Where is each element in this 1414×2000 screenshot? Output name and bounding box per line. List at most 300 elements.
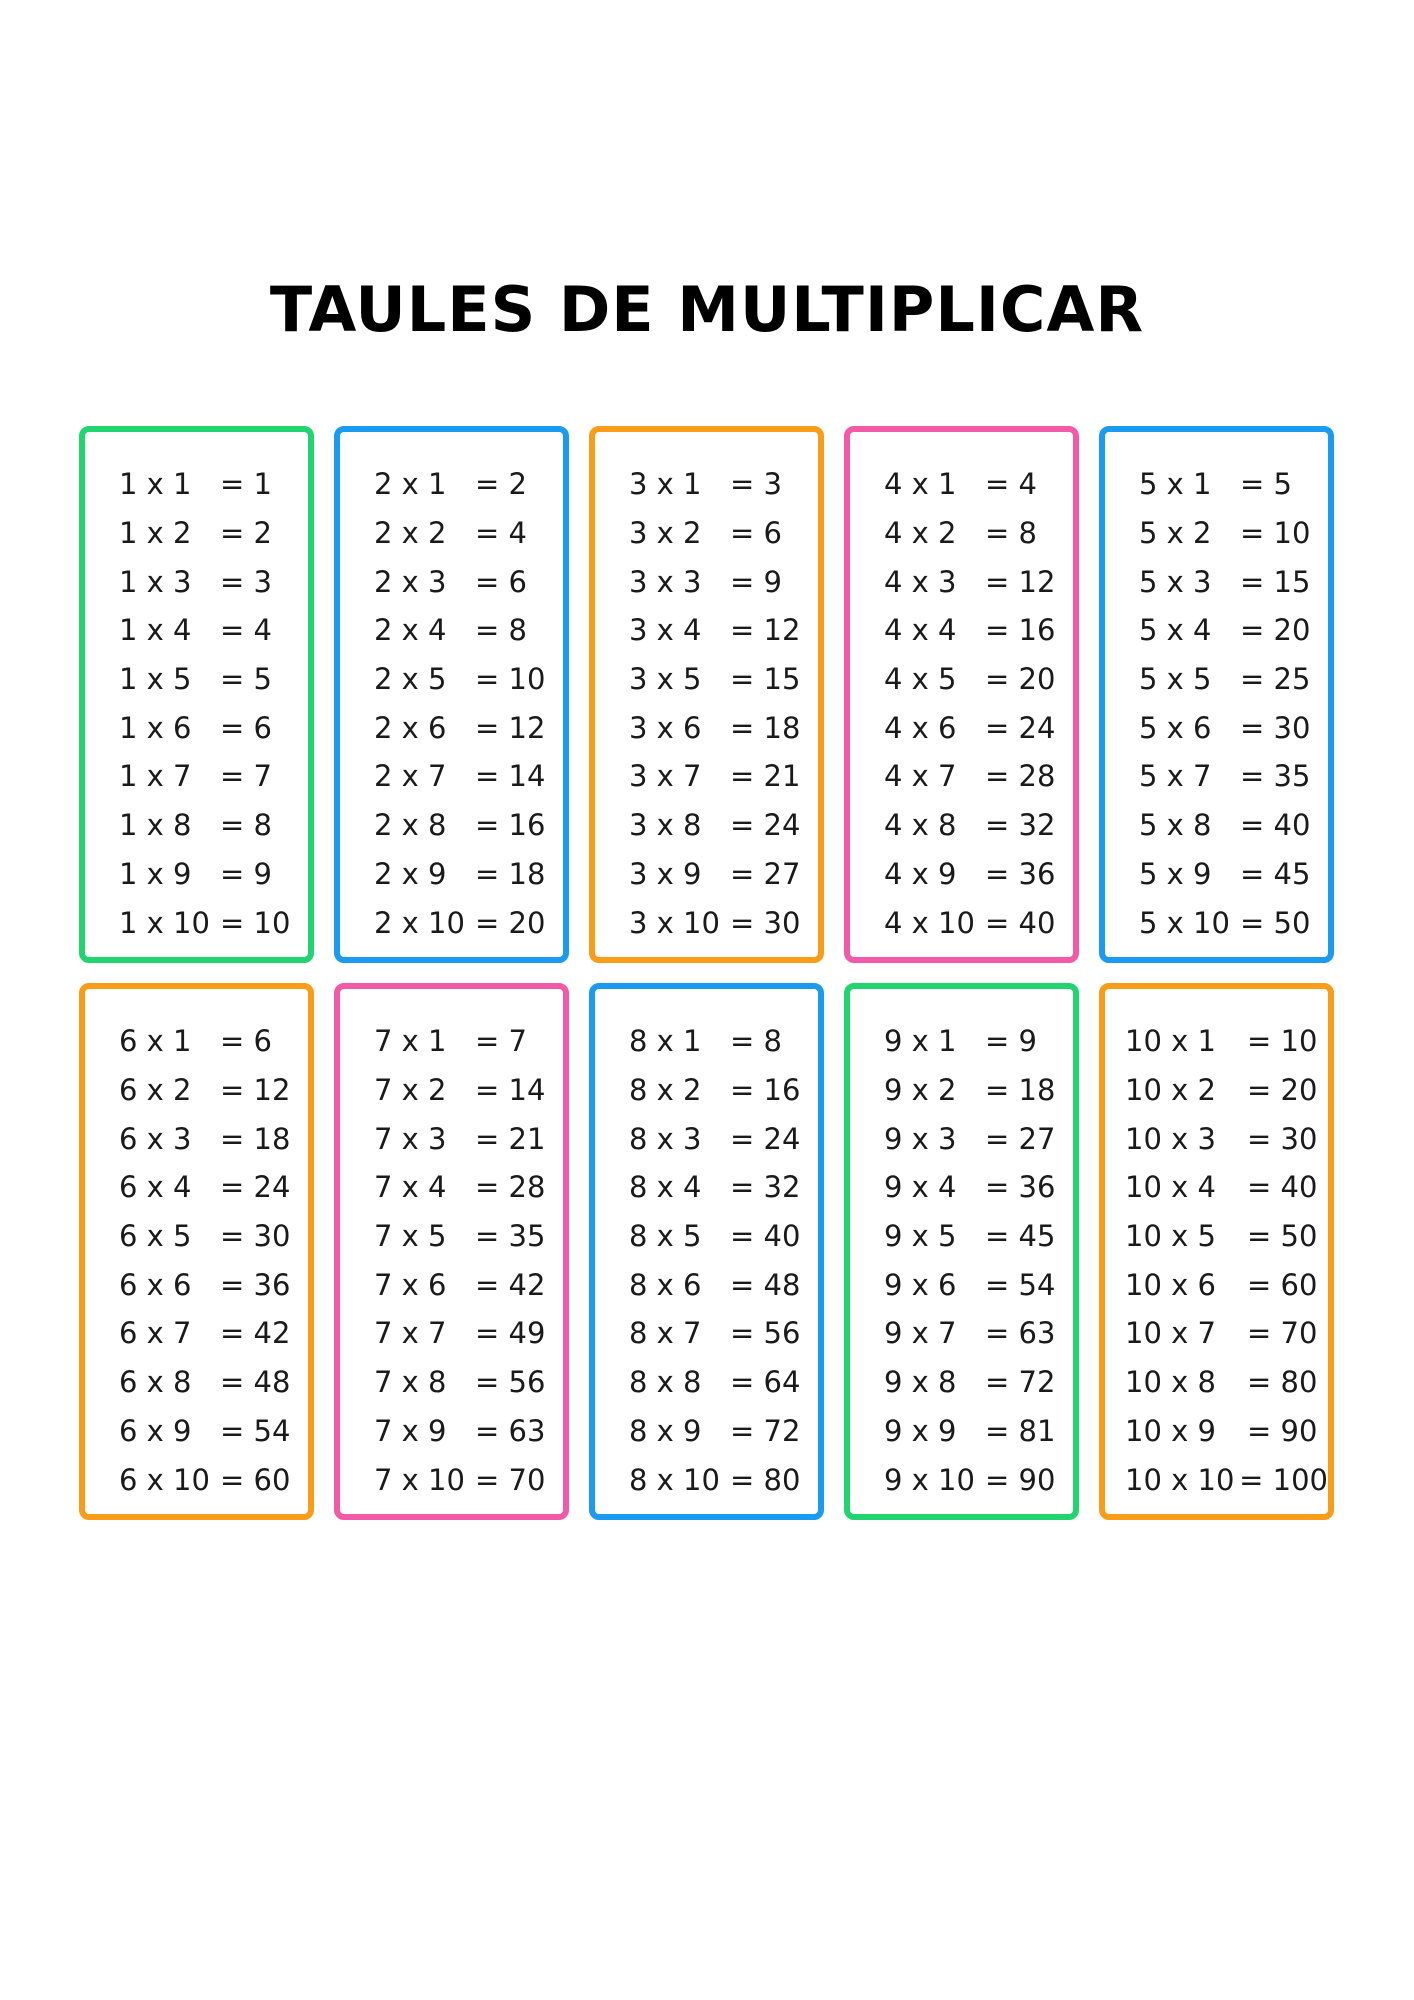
multiplication-result: = 4 — [985, 467, 1037, 502]
multiplication-result: = 28 — [475, 1170, 546, 1205]
multiplication-expression: 3 x 5 — [629, 662, 702, 697]
multiplication-expression: 1 x 6 — [119, 710, 192, 745]
multiplication-result: = 10 — [220, 905, 291, 940]
table-card-6 — [79, 983, 314, 1520]
multiplication-expression: 4 x 1 — [884, 467, 957, 502]
multiplication-result: = 90 — [985, 1462, 1056, 1497]
table-row — [1105, 752, 1328, 801]
multiplication-result: = 8 — [730, 1024, 782, 1059]
multiplication-expression: 6 x 8 — [119, 1365, 192, 1400]
multiplication-expression: 10 x 3 — [1125, 1121, 1216, 1156]
multiplication-result: = 56 — [730, 1316, 801, 1351]
table-row — [1105, 703, 1328, 752]
multiplication-result: = 18 — [730, 710, 801, 745]
table-row — [85, 801, 308, 850]
table-row — [595, 1066, 818, 1115]
multiplication-expression: 8 x 2 — [629, 1073, 702, 1108]
table-row — [85, 1212, 308, 1261]
multiplication-result: = 12 — [475, 710, 546, 745]
table-card-5 — [1099, 426, 1334, 963]
table-row — [595, 1407, 818, 1456]
table-row — [850, 1066, 1073, 1115]
multiplication-result: = 7 — [220, 759, 272, 794]
table-row — [85, 1309, 308, 1358]
table-row — [340, 1163, 563, 1212]
table-row — [595, 460, 818, 509]
table-row — [1105, 1163, 1328, 1212]
multiplication-result: = 6 — [220, 1024, 272, 1059]
multiplication-result: = 12 — [985, 564, 1056, 599]
table-row — [340, 509, 563, 558]
table-row — [340, 801, 563, 850]
multiplication-result: = 48 — [730, 1267, 801, 1302]
multiplication-expression: 4 x 4 — [884, 613, 957, 648]
table-row — [340, 1309, 563, 1358]
table-row — [1105, 850, 1328, 899]
table-row — [1105, 1455, 1328, 1504]
multiplication-result: = 21 — [475, 1121, 546, 1156]
multiplication-result: = 10 — [1240, 516, 1311, 551]
table-row — [850, 557, 1073, 606]
table-row — [340, 752, 563, 801]
multiplication-result: = 20 — [475, 905, 546, 940]
multiplication-expression: 1 x 4 — [119, 613, 192, 648]
multiplication-expression: 10 x 9 — [1125, 1413, 1216, 1448]
multiplication-result: = 30 — [1240, 710, 1311, 745]
table-row — [85, 557, 308, 606]
multiplication-expression: 7 x 5 — [374, 1219, 447, 1254]
table-row — [595, 703, 818, 752]
multiplication-expression: 8 x 1 — [629, 1024, 702, 1059]
multiplication-result: = 6 — [220, 710, 272, 745]
table-row — [595, 1260, 818, 1309]
table-row — [340, 1212, 563, 1261]
multiplication-expression: 4 x 5 — [884, 662, 957, 697]
table-row — [1105, 1260, 1328, 1309]
table-row — [595, 509, 818, 558]
multiplication-expression: 10 x 2 — [1125, 1073, 1216, 1108]
multiplication-result: = 20 — [1240, 613, 1311, 648]
table-row — [340, 606, 563, 655]
multiplication-result: = 6 — [475, 564, 527, 599]
multiplication-result: = 81 — [985, 1413, 1056, 1448]
multiplication-result: = 18 — [220, 1121, 291, 1156]
multiplication-result: = 35 — [475, 1219, 546, 1254]
table-row — [1105, 557, 1328, 606]
table-row — [340, 1455, 563, 1504]
table-card-8 — [589, 983, 824, 1520]
table-row — [595, 850, 818, 899]
multiplication-expression: 4 x 7 — [884, 759, 957, 794]
multiplication-expression: 6 x 3 — [119, 1121, 192, 1156]
multiplication-result: = 18 — [985, 1073, 1056, 1108]
multiplication-result: = 24 — [220, 1170, 291, 1205]
multiplication-expression: 5 x 4 — [1139, 613, 1212, 648]
table-row — [850, 801, 1073, 850]
multiplication-expression: 9 x 8 — [884, 1365, 957, 1400]
multiplication-result: = 70 — [475, 1462, 546, 1497]
multiplication-expression: 1 x 10 — [119, 905, 210, 940]
multiplication-expression: 7 x 8 — [374, 1365, 447, 1400]
table-row — [85, 1358, 308, 1407]
multiplication-expression: 9 x 9 — [884, 1413, 957, 1448]
multiplication-expression: 1 x 8 — [119, 808, 192, 843]
multiplication-result: = 40 — [1247, 1170, 1318, 1205]
multiplication-expression: 7 x 4 — [374, 1170, 447, 1205]
multiplication-expression: 5 x 9 — [1139, 856, 1212, 891]
multiplication-expression: 8 x 7 — [629, 1316, 702, 1351]
multiplication-expression: 9 x 1 — [884, 1024, 957, 1059]
table-row — [595, 1358, 818, 1407]
multiplication-expression: 9 x 6 — [884, 1267, 957, 1302]
table-row — [1105, 1114, 1328, 1163]
multiplication-result: = 15 — [730, 662, 801, 697]
multiplication-result: = 9 — [730, 564, 782, 599]
table-row — [850, 898, 1073, 947]
multiplication-result: = 36 — [985, 1170, 1056, 1205]
multiplication-result: = 20 — [985, 662, 1056, 697]
multiplication-expression: 2 x 10 — [374, 905, 465, 940]
multiplication-result: = 40 — [730, 1219, 801, 1254]
multiplication-expression: 1 x 2 — [119, 516, 192, 551]
table-row — [595, 1017, 818, 1066]
table-row — [850, 1455, 1073, 1504]
table-row — [850, 752, 1073, 801]
multiplication-expression: 6 x 10 — [119, 1462, 210, 1497]
table-row — [850, 1212, 1073, 1261]
multiplication-expression: 10 x 1 — [1125, 1024, 1216, 1059]
multiplication-expression: 4 x 3 — [884, 564, 957, 599]
table-row — [850, 1163, 1073, 1212]
multiplication-result: = 70 — [1247, 1316, 1318, 1351]
table-row — [85, 1066, 308, 1115]
multiplication-result: = 3 — [220, 564, 272, 599]
multiplication-expression: 9 x 4 — [884, 1170, 957, 1205]
table-row — [85, 1163, 308, 1212]
table-row — [1105, 606, 1328, 655]
multiplication-expression: 10 x 10 — [1125, 1462, 1235, 1497]
table-row — [850, 606, 1073, 655]
multiplication-expression: 7 x 10 — [374, 1462, 465, 1497]
table-row — [1105, 509, 1328, 558]
multiplication-result: = 32 — [985, 808, 1056, 843]
multiplication-result: = 60 — [1247, 1267, 1318, 1302]
table-row — [595, 801, 818, 850]
multiplication-result: = 1 — [220, 467, 272, 502]
multiplication-result: = 10 — [475, 662, 546, 697]
multiplication-expression: 6 x 1 — [119, 1024, 192, 1059]
table-row — [595, 1309, 818, 1358]
table-row — [595, 898, 818, 947]
multiplication-result: = 80 — [730, 1462, 801, 1497]
multiplication-expression: 7 x 6 — [374, 1267, 447, 1302]
multiplication-expression: 9 x 7 — [884, 1316, 957, 1351]
multiplication-result: = 72 — [730, 1413, 801, 1448]
multiplication-expression: 6 x 4 — [119, 1170, 192, 1205]
multiplication-expression: 3 x 4 — [629, 613, 702, 648]
multiplication-result: = 50 — [1240, 905, 1311, 940]
multiplication-expression: 7 x 2 — [374, 1073, 447, 1108]
multiplication-expression: 6 x 7 — [119, 1316, 192, 1351]
multiplication-expression: 3 x 7 — [629, 759, 702, 794]
multiplication-expression: 2 x 5 — [374, 662, 447, 697]
multiplication-expression: 8 x 8 — [629, 1365, 702, 1400]
tables-grid — [79, 426, 1341, 1520]
table-row — [340, 1066, 563, 1115]
table-card-7 — [334, 983, 569, 1520]
multiplication-expression: 5 x 6 — [1139, 710, 1212, 745]
multiplication-expression: 4 x 10 — [884, 905, 975, 940]
multiplication-expression: 10 x 7 — [1125, 1316, 1216, 1351]
table-row — [1105, 898, 1328, 947]
multiplication-expression: 2 x 9 — [374, 856, 447, 891]
table-row — [850, 703, 1073, 752]
multiplication-result: = 32 — [730, 1170, 801, 1205]
table-row — [595, 557, 818, 606]
multiplication-expression: 1 x 1 — [119, 467, 192, 502]
table-row — [850, 509, 1073, 558]
multiplication-expression: 10 x 4 — [1125, 1170, 1216, 1205]
table-card-2 — [334, 426, 569, 963]
table-row — [595, 1163, 818, 1212]
table-row — [340, 1017, 563, 1066]
table-row — [340, 898, 563, 947]
multiplication-expression: 4 x 6 — [884, 710, 957, 745]
multiplication-expression: 2 x 1 — [374, 467, 447, 502]
page-title: TAULES DE MULTIPLICAR — [269, 273, 1145, 346]
multiplication-result: = 5 — [1240, 467, 1292, 502]
table-row — [850, 1260, 1073, 1309]
multiplication-result: = 24 — [985, 710, 1056, 745]
multiplication-expression: 6 x 5 — [119, 1219, 192, 1254]
table-card-4 — [844, 426, 1079, 963]
multiplication-result: = 8 — [220, 808, 272, 843]
table-row — [85, 1017, 308, 1066]
table-row — [340, 557, 563, 606]
table-row — [85, 752, 308, 801]
multiplication-result: = 9 — [220, 856, 272, 891]
multiplication-result: = 9 — [985, 1024, 1037, 1059]
multiplication-result: = 3 — [730, 467, 782, 502]
multiplication-result: = 30 — [1247, 1121, 1318, 1156]
multiplication-result: = 6 — [730, 516, 782, 551]
multiplication-expression: 9 x 2 — [884, 1073, 957, 1108]
table-row — [85, 1260, 308, 1309]
multiplication-result: = 40 — [985, 905, 1056, 940]
multiplication-result: = 8 — [475, 613, 527, 648]
multiplication-expression: 4 x 2 — [884, 516, 957, 551]
multiplication-result: = 16 — [475, 808, 546, 843]
multiplication-result: = 25 — [1240, 662, 1311, 697]
multiplication-expression: 9 x 10 — [884, 1462, 975, 1497]
multiplication-result: = 36 — [985, 856, 1056, 891]
table-row — [85, 1407, 308, 1456]
multiplication-result: = 54 — [985, 1267, 1056, 1302]
multiplication-expression: 7 x 3 — [374, 1121, 447, 1156]
table-row — [595, 655, 818, 704]
multiplication-result: = 24 — [730, 808, 801, 843]
multiplication-result: = 24 — [730, 1121, 801, 1156]
multiplication-result: = 72 — [985, 1365, 1056, 1400]
multiplication-expression: 6 x 6 — [119, 1267, 192, 1302]
multiplication-result: = 12 — [220, 1073, 291, 1108]
table-row — [1105, 1212, 1328, 1261]
table-row — [1105, 1358, 1328, 1407]
multiplication-expression: 3 x 9 — [629, 856, 702, 891]
multiplication-result: = 28 — [985, 759, 1056, 794]
table-row — [850, 1358, 1073, 1407]
table-row — [1105, 1017, 1328, 1066]
multiplication-result: = 20 — [1247, 1073, 1318, 1108]
multiplication-expression: 1 x 5 — [119, 662, 192, 697]
multiplication-result: = 2 — [220, 516, 272, 551]
multiplication-expression: 8 x 5 — [629, 1219, 702, 1254]
multiplication-expression: 3 x 10 — [629, 905, 720, 940]
multiplication-result: = 56 — [475, 1365, 546, 1400]
multiplication-result: = 40 — [1240, 808, 1311, 843]
multiplication-result: = 48 — [220, 1365, 291, 1400]
table-row — [595, 1212, 818, 1261]
multiplication-expression: 2 x 6 — [374, 710, 447, 745]
multiplication-expression: 8 x 10 — [629, 1462, 720, 1497]
multiplication-expression: 2 x 2 — [374, 516, 447, 551]
multiplication-result: = 45 — [1240, 856, 1311, 891]
table-row — [85, 1114, 308, 1163]
multiplication-expression: 7 x 7 — [374, 1316, 447, 1351]
table-row — [595, 606, 818, 655]
table-row — [595, 1455, 818, 1504]
multiplication-expression: 5 x 7 — [1139, 759, 1212, 794]
table-row — [85, 509, 308, 558]
table-row — [850, 1114, 1073, 1163]
table-row — [850, 850, 1073, 899]
table-row — [1105, 801, 1328, 850]
table-card-10 — [1099, 983, 1334, 1520]
multiplication-result: = 54 — [220, 1413, 291, 1448]
table-card-9 — [844, 983, 1079, 1520]
multiplication-expression: 5 x 5 — [1139, 662, 1212, 697]
multiplication-expression: 9 x 5 — [884, 1219, 957, 1254]
table-row — [85, 1455, 308, 1504]
table-row — [85, 460, 308, 509]
multiplication-result: = 16 — [730, 1073, 801, 1108]
multiplication-expression: 3 x 1 — [629, 467, 702, 502]
table-row — [85, 850, 308, 899]
multiplication-result: = 90 — [1247, 1413, 1318, 1448]
table-row — [85, 606, 308, 655]
multiplication-result: = 42 — [220, 1316, 291, 1351]
multiplication-expression: 2 x 8 — [374, 808, 447, 843]
multiplication-expression: 4 x 8 — [884, 808, 957, 843]
multiplication-expression: 5 x 10 — [1139, 905, 1230, 940]
multiplication-result: = 27 — [730, 856, 801, 891]
table-card-1 — [79, 426, 314, 963]
table-row — [85, 703, 308, 752]
multiplication-result: = 16 — [985, 613, 1056, 648]
table-row — [85, 898, 308, 947]
multiplication-expression: 5 x 3 — [1139, 564, 1212, 599]
table-row — [340, 460, 563, 509]
multiplication-expression: 4 x 9 — [884, 856, 957, 891]
table-row — [850, 1309, 1073, 1358]
multiplication-result: = 100 — [1239, 1462, 1328, 1497]
multiplication-expression: 3 x 3 — [629, 564, 702, 599]
multiplication-expression: 5 x 2 — [1139, 516, 1212, 551]
multiplication-expression: 3 x 2 — [629, 516, 702, 551]
multiplication-expression: 10 x 6 — [1125, 1267, 1216, 1302]
table-row — [1105, 1309, 1328, 1358]
multiplication-expression: 6 x 9 — [119, 1413, 192, 1448]
multiplication-result: = 35 — [1240, 759, 1311, 794]
multiplication-expression: 5 x 8 — [1139, 808, 1212, 843]
multiplication-result: = 4 — [475, 516, 527, 551]
multiplication-result: = 21 — [730, 759, 801, 794]
table-row — [850, 655, 1073, 704]
table-row — [850, 1407, 1073, 1456]
table-row — [1105, 1407, 1328, 1456]
multiplication-result: = 14 — [475, 759, 546, 794]
multiplication-expression: 10 x 5 — [1125, 1219, 1216, 1254]
table-row — [340, 1407, 563, 1456]
multiplication-result: = 80 — [1247, 1365, 1318, 1400]
table-row — [340, 655, 563, 704]
table-row — [340, 850, 563, 899]
multiplication-expression: 9 x 3 — [884, 1121, 957, 1156]
table-row — [340, 1358, 563, 1407]
multiplication-result: = 7 — [475, 1024, 527, 1059]
multiplication-result: = 42 — [475, 1267, 546, 1302]
multiplication-result: = 15 — [1240, 564, 1311, 599]
multiplication-result: = 49 — [475, 1316, 546, 1351]
multiplication-expression: 3 x 8 — [629, 808, 702, 843]
multiplication-expression: 8 x 4 — [629, 1170, 702, 1205]
multiplication-result: = 30 — [220, 1219, 291, 1254]
multiplication-result: = 4 — [220, 613, 272, 648]
multiplication-expression: 2 x 7 — [374, 759, 447, 794]
multiplication-expression: 8 x 3 — [629, 1121, 702, 1156]
multiplication-result: = 18 — [475, 856, 546, 891]
multiplication-expression: 7 x 9 — [374, 1413, 447, 1448]
multiplication-expression: 8 x 6 — [629, 1267, 702, 1302]
multiplication-result: = 63 — [985, 1316, 1056, 1351]
table-row — [1105, 460, 1328, 509]
multiplication-result: = 27 — [985, 1121, 1056, 1156]
table-row — [595, 1114, 818, 1163]
multiplication-expression: 7 x 1 — [374, 1024, 447, 1059]
multiplication-result: = 14 — [475, 1073, 546, 1108]
multiplication-result: = 8 — [985, 516, 1037, 551]
multiplication-result: = 50 — [1247, 1219, 1318, 1254]
table-row — [340, 1260, 563, 1309]
table-row — [850, 460, 1073, 509]
multiplication-expression: 3 x 6 — [629, 710, 702, 745]
multiplication-result: = 12 — [730, 613, 801, 648]
multiplication-result: = 10 — [1247, 1024, 1318, 1059]
table-card-3 — [589, 426, 824, 963]
multiplication-expression: 10 x 8 — [1125, 1365, 1216, 1400]
multiplication-result: = 36 — [220, 1267, 291, 1302]
multiplication-expression: 8 x 9 — [629, 1413, 702, 1448]
multiplication-result: = 63 — [475, 1413, 546, 1448]
multiplication-result: = 30 — [730, 905, 801, 940]
table-row — [595, 752, 818, 801]
multiplication-result: = 45 — [985, 1219, 1056, 1254]
table-row — [340, 703, 563, 752]
multiplication-result: = 60 — [220, 1462, 291, 1497]
multiplication-result: = 5 — [220, 662, 272, 697]
table-row — [1105, 1066, 1328, 1115]
multiplication-expression: 1 x 9 — [119, 856, 192, 891]
